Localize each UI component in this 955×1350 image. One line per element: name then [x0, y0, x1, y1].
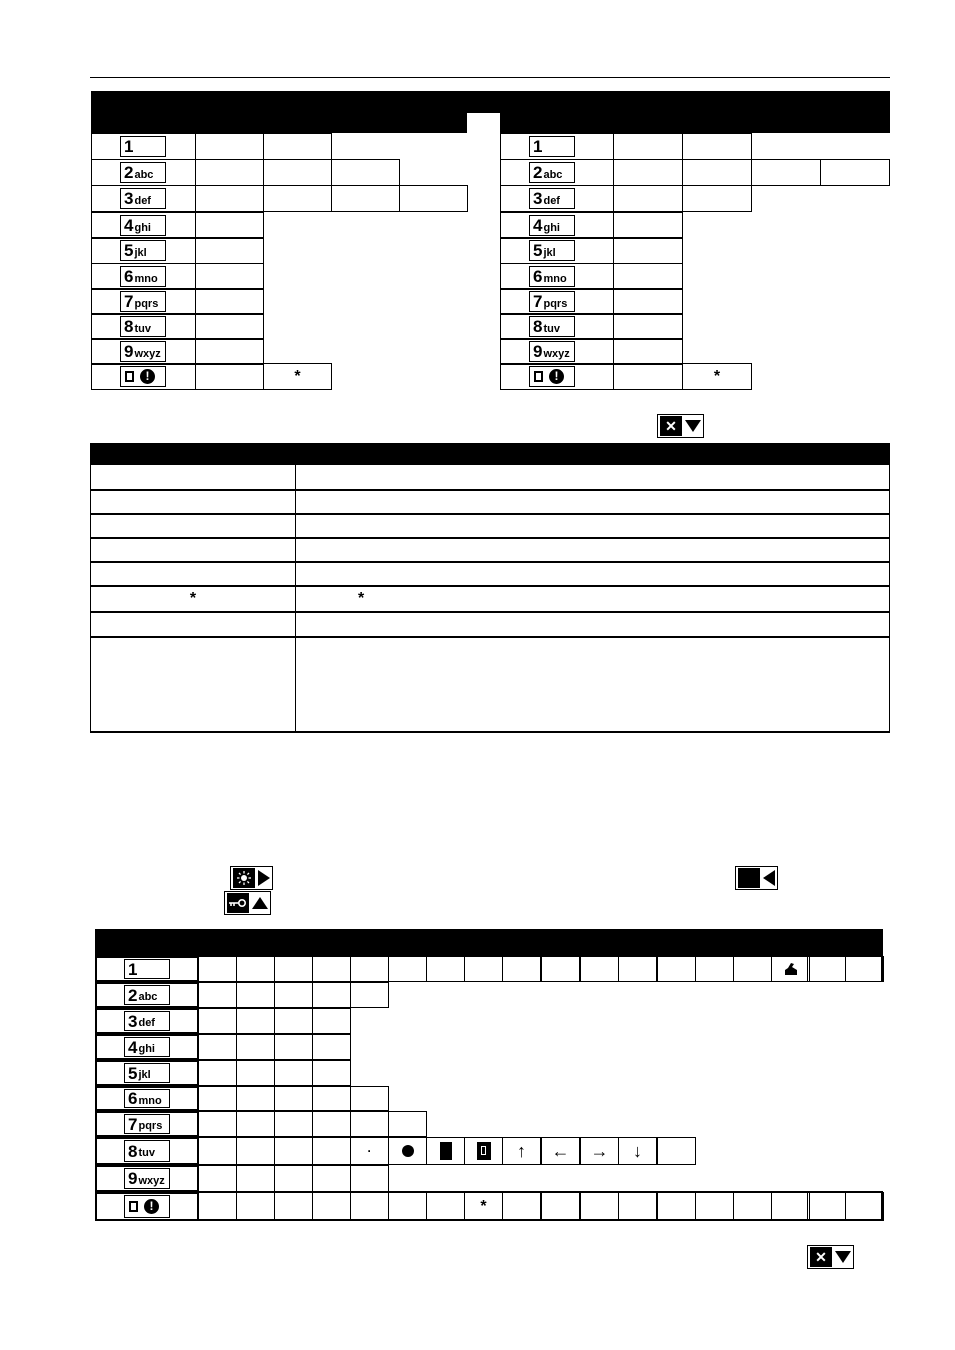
table-cell: [312, 1060, 351, 1086]
asterisk-icon: *: [713, 367, 721, 385]
table-row-label: [90, 538, 296, 562]
mid-outline-bottom: [90, 731, 890, 733]
table-cell: [350, 1137, 389, 1165]
key-4-icon: [529, 215, 575, 236]
table-cell: [274, 982, 313, 1008]
table-cell: [198, 1060, 237, 1086]
key-digit: 1: [533, 137, 543, 156]
key-letters: def: [138, 1017, 155, 1029]
key-digit: 6: [533, 267, 543, 286]
key-letters: tuv: [138, 1147, 155, 1159]
table-cell: [613, 263, 683, 290]
table-row-value: [295, 637, 890, 733]
table-cell: [807, 1192, 846, 1221]
table-cell: [502, 956, 541, 982]
table-cell: [198, 1137, 237, 1165]
table-cell: [236, 1111, 275, 1137]
table-cell: [657, 1192, 696, 1221]
table-cell: [195, 313, 264, 340]
table-cell: [771, 1192, 810, 1221]
key-digit: 5: [533, 241, 543, 260]
table-cell: [331, 159, 400, 186]
key-7-icon: [529, 291, 575, 312]
table-cell: [236, 982, 275, 1008]
key-digit: 1: [128, 959, 138, 979]
table-cell: [541, 1192, 580, 1221]
triangle-down-icon: [835, 1251, 851, 1263]
table-cell: [274, 956, 313, 982]
key-digit: 7: [533, 292, 543, 311]
table-cell: [236, 1137, 275, 1165]
key-9-icon: [529, 341, 575, 362]
table-cell: [613, 237, 683, 264]
key-8-icon: [529, 316, 575, 337]
key-digit: 5: [128, 1063, 138, 1083]
key-8-icon: [124, 1140, 170, 1162]
table-cell: [502, 1137, 541, 1165]
table-cell: [613, 338, 683, 365]
key-9-icon: [124, 1168, 170, 1189]
key-8-icon: [120, 316, 166, 337]
key-9-icon: [120, 341, 166, 362]
table-cell: [195, 263, 264, 290]
asterisk-icon: *: [189, 590, 197, 607]
key-3-icon: [120, 188, 166, 209]
key-digit: 9: [533, 342, 543, 361]
table-cell: [198, 1111, 237, 1137]
table-cell: [263, 159, 332, 186]
table-left-header: [91, 91, 467, 133]
table-row-value: [295, 586, 890, 612]
key-6-icon: [529, 266, 575, 287]
table-row-label: [90, 514, 296, 538]
table-cell: [263, 363, 332, 390]
table-row-value: [295, 490, 890, 514]
table-outline-row10-top: [388, 1191, 883, 1193]
key-letters: abc: [543, 168, 563, 181]
table-cell: [807, 956, 846, 982]
table-cell: [464, 1137, 503, 1165]
key-4-icon: [120, 215, 166, 236]
table-outline-right-top: [881, 956, 883, 982]
table-cell: [388, 956, 427, 982]
key-7-icon: [120, 291, 166, 312]
table-cell: [820, 159, 890, 186]
table-cell: [195, 185, 264, 212]
table-cell: [502, 1192, 541, 1221]
key-letters: abc: [138, 991, 158, 1003]
sun-icon: [233, 868, 255, 888]
table-cell: [236, 1060, 275, 1086]
key-1-icon: [124, 959, 170, 979]
table-cell: [312, 1137, 351, 1165]
table-cell: [350, 956, 389, 982]
key-digit: 4: [124, 216, 134, 235]
table-cell: [312, 956, 351, 982]
key-0-icon: [120, 366, 166, 387]
key-2-icon: [124, 985, 170, 1005]
key-3-icon: [124, 1011, 170, 1031]
key-5-icon: [529, 240, 575, 261]
table-outline-sep: [197, 956, 199, 1221]
key-letters: def: [543, 194, 560, 207]
table-cell: [613, 159, 683, 186]
table-cell: [733, 1192, 772, 1221]
table-cell: [426, 1192, 465, 1221]
table-cell: [236, 1008, 275, 1034]
table-cell: [236, 1192, 275, 1221]
asterisk-icon: *: [480, 1197, 487, 1215]
moon-icon: [738, 868, 760, 888]
key-letters: wxyz: [134, 347, 161, 360]
key-letters: ghi: [543, 221, 560, 234]
table-cell: [399, 185, 468, 212]
key-digit: 1: [124, 137, 134, 156]
key-digit: 8: [128, 1141, 138, 1161]
table-row-label: [90, 586, 296, 612]
table-cell: [195, 288, 264, 315]
key-letters: mno: [134, 272, 158, 285]
cancel-down-chip: [657, 414, 704, 438]
key-digit: 4: [533, 216, 543, 235]
table-header-bridge: [467, 91, 500, 113]
table-cell: [312, 1111, 351, 1137]
table-cell: [274, 1111, 313, 1137]
table-cell: [331, 185, 400, 212]
triangle-up-icon: [252, 897, 268, 909]
table-cell: [613, 185, 683, 212]
table-outline-left: [95, 956, 97, 1221]
table-cell: [312, 1086, 351, 1111]
table-cell: [274, 1086, 313, 1111]
close-x-icon: ✕: [660, 416, 682, 436]
key-3-icon: [529, 188, 575, 209]
triangle-right-icon: [258, 870, 270, 886]
table-row-value: [295, 612, 890, 637]
table-cell: [274, 1192, 313, 1221]
table-cell: [613, 363, 683, 390]
table-cell: [695, 956, 734, 982]
key-digit: [534, 371, 543, 382]
key-2-icon: [529, 162, 575, 183]
key-letters: tuv: [543, 322, 560, 335]
table-cell: [682, 363, 752, 390]
table-cell: [426, 1137, 465, 1165]
table-cell: [195, 338, 264, 365]
key-letters: tuv: [134, 322, 151, 335]
table-cell: [312, 982, 351, 1008]
table-cell: [613, 313, 683, 340]
table-row-label: [90, 612, 296, 637]
table-cell: [312, 1008, 351, 1034]
table-cell: [682, 185, 752, 212]
table-cell: [618, 1137, 657, 1165]
table-cell: [695, 1192, 734, 1221]
key-digit: 2: [124, 163, 134, 182]
table-cell: [613, 212, 683, 239]
table-cell: [350, 1192, 389, 1221]
table-cell: [771, 956, 810, 982]
moon-left-chip: [735, 866, 778, 890]
key-1-icon: [120, 136, 166, 157]
key-letters: jkl: [543, 246, 556, 259]
table-cell: [580, 956, 619, 982]
table-cell: [350, 1086, 389, 1111]
triangle-down-icon: [685, 420, 701, 432]
key-6-icon: [124, 1089, 170, 1108]
table-cell: [274, 1060, 313, 1086]
key-up-chip: [224, 891, 271, 915]
table-cell: [350, 1165, 389, 1192]
cancel-down-chip-bottom: [807, 1245, 854, 1269]
block-icon: [440, 1142, 452, 1160]
table-cell: [312, 1034, 351, 1060]
table-cell: [464, 1192, 503, 1221]
table-cell: [388, 1192, 427, 1221]
table-row-value: [295, 562, 890, 586]
key-digit: 3: [128, 1011, 138, 1031]
key-icon: [227, 893, 249, 913]
table-cell: [198, 1008, 237, 1034]
table-cell: [195, 133, 264, 160]
key-5-icon: [124, 1063, 170, 1083]
table-row-label: [90, 637, 296, 733]
right-arrow-icon: →: [590, 1140, 609, 1161]
table-cell: [236, 1165, 275, 1192]
triangle-left-icon: [763, 870, 775, 886]
key-digit: 3: [533, 189, 543, 208]
key-digit: 9: [124, 342, 134, 361]
key-7-icon: [124, 1114, 170, 1134]
table-row-value: [295, 538, 890, 562]
table-cell: [657, 1137, 696, 1165]
table-cell: [195, 212, 264, 239]
table-cell: [236, 1034, 275, 1060]
key-letters: pqrs: [543, 297, 568, 310]
table-cell: [198, 982, 237, 1008]
table-cell: [274, 1034, 313, 1060]
table-cell: [388, 1137, 427, 1165]
table-cell: [274, 1137, 313, 1165]
table-cell: [236, 956, 275, 982]
phone-icon: [783, 962, 799, 976]
key-letters: def: [134, 194, 151, 207]
key-digit: 3: [124, 189, 134, 208]
key-digit: 8: [533, 317, 543, 336]
table-cell: [312, 1192, 351, 1221]
asterisk-icon: *: [294, 367, 301, 385]
key-digit: 4: [128, 1037, 138, 1057]
table-cell: [198, 1034, 237, 1060]
bottom-table-header: [95, 929, 883, 956]
key-letters: abc: [134, 168, 154, 181]
table-cell: [618, 1192, 657, 1221]
key-letters: mno: [543, 272, 567, 285]
table-cell: [388, 1111, 427, 1137]
table-cell: [657, 956, 696, 982]
table-cell: [198, 1086, 237, 1111]
table-cell: [195, 159, 264, 186]
key-2-icon: [120, 162, 166, 183]
table-cell: [613, 288, 683, 315]
exclamation-icon: !: [549, 369, 564, 384]
key-digit: 2: [533, 163, 543, 182]
key-letters: jkl: [134, 246, 147, 259]
table-row-value: [295, 464, 890, 490]
key-0-icon: [124, 1195, 170, 1218]
table-cell: [751, 159, 821, 186]
asterisk-icon: *: [358, 590, 365, 607]
table-cell: [198, 956, 237, 982]
key-letters: ghi: [138, 1043, 155, 1055]
table-cell: [845, 1192, 884, 1221]
key-digit: 5: [124, 241, 134, 260]
key-digit: [129, 1201, 138, 1212]
cursor-box-icon: [477, 1142, 491, 1160]
table-row-label: [90, 562, 296, 586]
key-letters: wxyz: [138, 1174, 165, 1187]
table-cell: [236, 1086, 275, 1111]
key-5-icon: [120, 240, 166, 261]
table-outline-bottom: [95, 1219, 883, 1221]
key-letters: wxyz: [543, 347, 570, 360]
table-outline-right-bottom: [881, 1192, 883, 1221]
table-cell: [613, 133, 683, 160]
up-arrow-icon: ↑: [517, 1140, 526, 1161]
key-letters: pqrs: [138, 1120, 163, 1132]
header-rule: [90, 77, 890, 78]
table-cell: [263, 133, 332, 160]
table-cell: [682, 159, 752, 186]
key-digit: 7: [128, 1114, 138, 1134]
table-cell: [618, 956, 657, 982]
bullet-icon: [402, 1145, 414, 1157]
table-right-header: [500, 91, 890, 133]
cursor-box-inner: [481, 1146, 486, 1155]
table-cell: [464, 956, 503, 982]
left-arrow-icon: ←: [551, 1140, 570, 1161]
exclamation-icon: !: [144, 1199, 159, 1214]
table-cell: [580, 1192, 619, 1221]
key-digit: 9: [128, 1169, 138, 1188]
table-cell: [198, 1165, 237, 1192]
down-arrow-icon: ↓: [633, 1140, 642, 1161]
table-cell: [541, 956, 580, 982]
table-row-label: [90, 490, 296, 514]
table-cell: [350, 1111, 389, 1137]
table-cell: [350, 982, 389, 1008]
key-digit: 8: [124, 317, 134, 336]
table-cell: [198, 1192, 237, 1221]
key-letters: ghi: [134, 221, 151, 234]
key-digit: 2: [128, 985, 138, 1005]
key-digit: 7: [124, 292, 134, 311]
table-cell: [541, 1137, 580, 1165]
sun-right-chip: [230, 866, 273, 890]
key-1-icon: [529, 136, 575, 157]
table-row-label: [90, 464, 296, 490]
table-cell: [580, 1137, 619, 1165]
table-cell: [312, 1165, 351, 1192]
table-cell: [263, 185, 332, 212]
table-row-value: [295, 514, 890, 538]
table-cell: [682, 133, 752, 160]
key-digit: 6: [124, 267, 134, 286]
key-digit: [125, 371, 134, 382]
key-letters: jkl: [138, 1069, 151, 1081]
key-4-icon: [124, 1037, 170, 1057]
middle-table-header: [90, 443, 890, 464]
key-letters: pqrs: [134, 297, 159, 310]
table-cell: [845, 956, 884, 982]
table-cell: [274, 1008, 313, 1034]
key-digit: 6: [128, 1089, 138, 1108]
table-cell: [426, 956, 465, 982]
exclamation-icon: !: [140, 369, 155, 384]
table-cell: [195, 237, 264, 264]
key-6-icon: [120, 266, 166, 287]
table-cell: [274, 1165, 313, 1192]
key-0-icon: [529, 366, 575, 387]
table-cell: [195, 363, 264, 390]
table-cell: [733, 956, 772, 982]
key-letters: mno: [138, 1094, 162, 1107]
close-x-icon: ✕: [810, 1247, 832, 1267]
middle-dot-icon: ·: [367, 1144, 372, 1158]
